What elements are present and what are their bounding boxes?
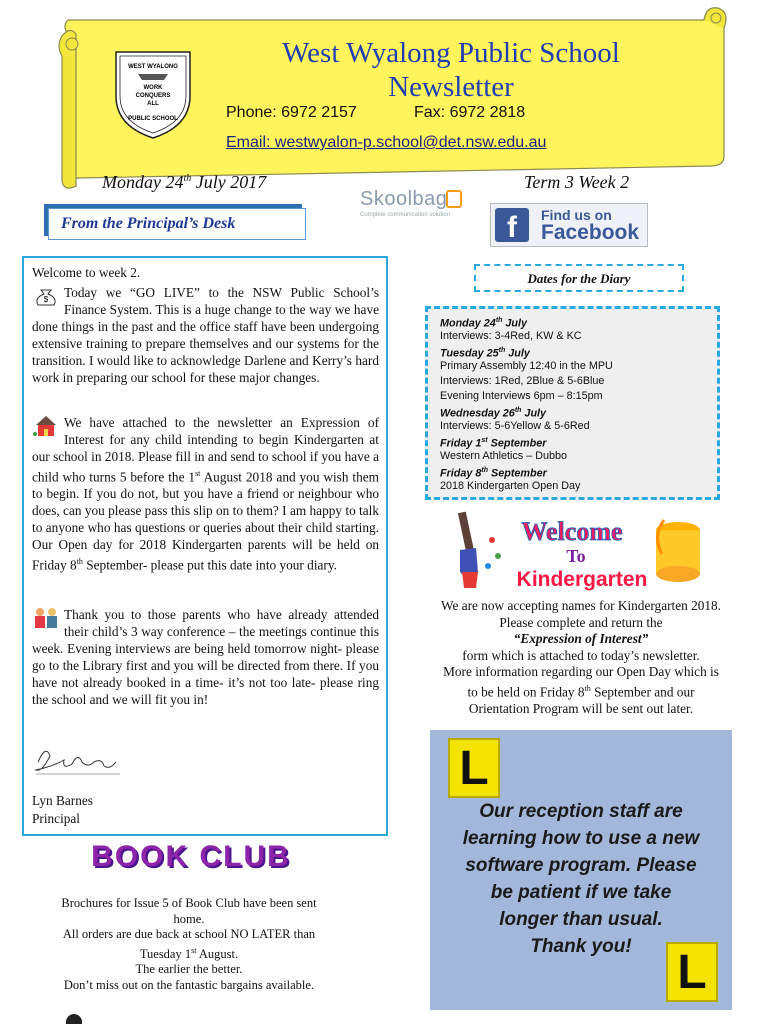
diary-day-friday-8: Friday 8th September: [440, 467, 547, 480]
crest-bottom-text: PUBLIC SCHOOL: [128, 116, 178, 122]
schoolhouse-icon: [32, 414, 60, 438]
kindergarten-notice: [414, 598, 748, 718]
facebook-link[interactable]: [490, 203, 648, 247]
poster-line-6: Thank you!: [530, 936, 632, 957]
kinder-line-6: to be held on Friday 8th September and our: [467, 683, 695, 700]
book-club-notice: [60, 896, 318, 993]
learner-plate-bottom: [666, 942, 718, 1002]
school-email-link[interactable]: Email: westwyalon-p.school@det.nsw.edu.au: [226, 134, 547, 151]
kinder-line-4: form which is attached to today’s newsletter.: [462, 647, 700, 663]
poster-message: [438, 798, 724, 960]
reception-staff-poster: [430, 730, 732, 1010]
diary-item: Primary Assembly 12:40 in the MPU: [440, 360, 613, 372]
kinder-line-3: “Expression of Interest”: [513, 631, 649, 647]
book-club-title: BOOK CLUB: [91, 840, 291, 873]
learner-plate-letter: L: [677, 946, 707, 999]
paragraph-finance-text: Today we “GO LIVE” to the NSW Public School’s Finance System. This is a huge change to the way we have done things in the past and the office staff have been undergoing extensive training to prepare themselves and our systems for the transition. I would like to acknowledge Darlene and Kerry’s hard work in preparing our school for these major changes.: [32, 285, 379, 385]
issue-date: Monday 24th July 2017: [102, 172, 267, 192]
book-club-line-2: All orders are due back at school NO LATER than Tuesday 1st August.: [62, 927, 316, 961]
welcome-text: Welcome to week 2.: [32, 265, 141, 280]
paragraph-finance: [32, 284, 379, 386]
parents-icon: [32, 606, 60, 630]
crest-motto-2: CONQUERS: [135, 93, 171, 99]
school-name: West Wyalong Public School Newsletter: [282, 37, 620, 103]
schoolbag-icon: [446, 190, 462, 208]
paragraph-interviews-text: Thank you to those parents who have already attended their child’s 3 way conference – the meetings continue this week. Evening interviews are being held tomorrow night- please go to the Library first and you will be directed from there. If you have not already booked in a time- it’s not too late- please ring the school and we will fit you in!: [32, 607, 379, 707]
principal-signature-icon: [32, 742, 124, 778]
svg-text:$: $: [43, 295, 49, 304]
diary-item: Interviews: 1Red, 2Blue & 5-6Blue: [440, 375, 605, 387]
book-club-logo: [64, 840, 318, 890]
paragraph-kindergarten: We have attached to the newsletter an Expression of Interest for any child intending to begin Kindergarten at our school in 2018. Please fill in and send to school if you have a child who turns 5 before the 1st August 2018 and you wish them to begin. If you do not, but you have a friend or neighbour who does, can you please pass this slip on to them? I am happy to talk to anyone who has questions or queries about their child starting. Our Open day for 2018 Kindergarten parents will be held on Friday 8th September- please put this date into your diary.: [32, 415, 380, 573]
school-fax: Fax: 6972 2818: [414, 104, 526, 121]
school-phone: Phone: 6972 2157: [226, 104, 357, 121]
poster-line-1: Our reception staff are: [479, 801, 683, 822]
diary-item: Interviews: 3-4Red, KW & KC: [440, 330, 582, 342]
crest-motto-1: WORK: [143, 85, 163, 91]
paintbrush-icon: [458, 512, 478, 588]
skoolbag-wordmark: Skoolbag: [360, 188, 448, 210]
paint-can-icon: [656, 520, 700, 582]
principal-section-header: [48, 208, 306, 240]
facebook-icon: f: [495, 208, 529, 242]
welcome-kindergarten-graphic: [452, 510, 708, 592]
principal-name: Lyn Barnes: [32, 793, 93, 808]
diary-header: [474, 264, 684, 292]
facebook-wordmark: Facebook: [541, 221, 640, 244]
crest-motto-3: ALL: [147, 101, 159, 107]
welcome-word: Welcome: [521, 517, 623, 546]
diary-day-friday-1: Friday 1st September: [440, 437, 547, 450]
book-club-line-1: Brochures for Issue 5 of Book Club have been sent home.: [61, 896, 317, 926]
kindergarten-word: Kindergarten: [516, 568, 648, 591]
principal-section-title: From the Principal’s Desk: [61, 215, 236, 232]
kinder-line-7: Orientation Program will be sent out later.: [468, 700, 694, 716]
facebook-find-label: Find us on: [541, 207, 612, 223]
diary-day-wednesday: Wednesday 26th July: [440, 407, 547, 420]
poster-line-5: longer than usual.: [499, 909, 663, 930]
kinder-line-5: More information regarding our Open Day which is: [443, 664, 719, 680]
principal-role: Principal: [32, 811, 81, 826]
poster-line-4: be patient if we take: [490, 882, 672, 903]
paragraph-interviews: [32, 606, 379, 708]
school-crest-icon: [108, 44, 198, 140]
kinder-line-1: We are now accepting names for Kindergarten 2018.: [440, 598, 722, 613]
diary-day-tuesday: Tuesday 25th July: [440, 347, 530, 360]
diary-item: Interviews: 5-6Yellow & 5-6Red: [440, 420, 590, 432]
book-club-line-3: The earlier the better.: [135, 962, 243, 977]
kinder-line-2: Please complete and return the: [499, 614, 663, 630]
poster-line-2: learning how to use a new: [462, 828, 700, 849]
skoolbag-logo[interactable]: [360, 188, 468, 222]
poster-line-3: software program. Please: [465, 855, 697, 876]
money-bag-icon: [32, 284, 60, 308]
diary-day-monday: Monday 24th July: [440, 317, 528, 330]
skoolbag-tagline: Complete communication solution: [360, 212, 451, 218]
to-word: To: [566, 546, 586, 566]
diary-title: Dates for the Diary: [527, 271, 631, 286]
book-club-line-4: Don’t miss out on the fantastic bargains available.: [63, 977, 315, 992]
footer-graphic-icon: [66, 1014, 82, 1024]
crest-top-text: WEST WYALONG: [128, 64, 178, 70]
diary-item: Western Athletics – Dubbo: [440, 450, 568, 462]
diary-item: 2018 Kindergarten Open Day: [440, 480, 581, 492]
principal-letter: [22, 256, 388, 836]
learner-plate-letter: L: [459, 742, 489, 795]
issue-term: Term 3 Week 2: [524, 172, 630, 192]
diary-list: [425, 306, 720, 500]
diary-item: Evening Interviews 6pm – 8:15pm: [440, 390, 603, 402]
learner-plate-top: [448, 738, 500, 798]
